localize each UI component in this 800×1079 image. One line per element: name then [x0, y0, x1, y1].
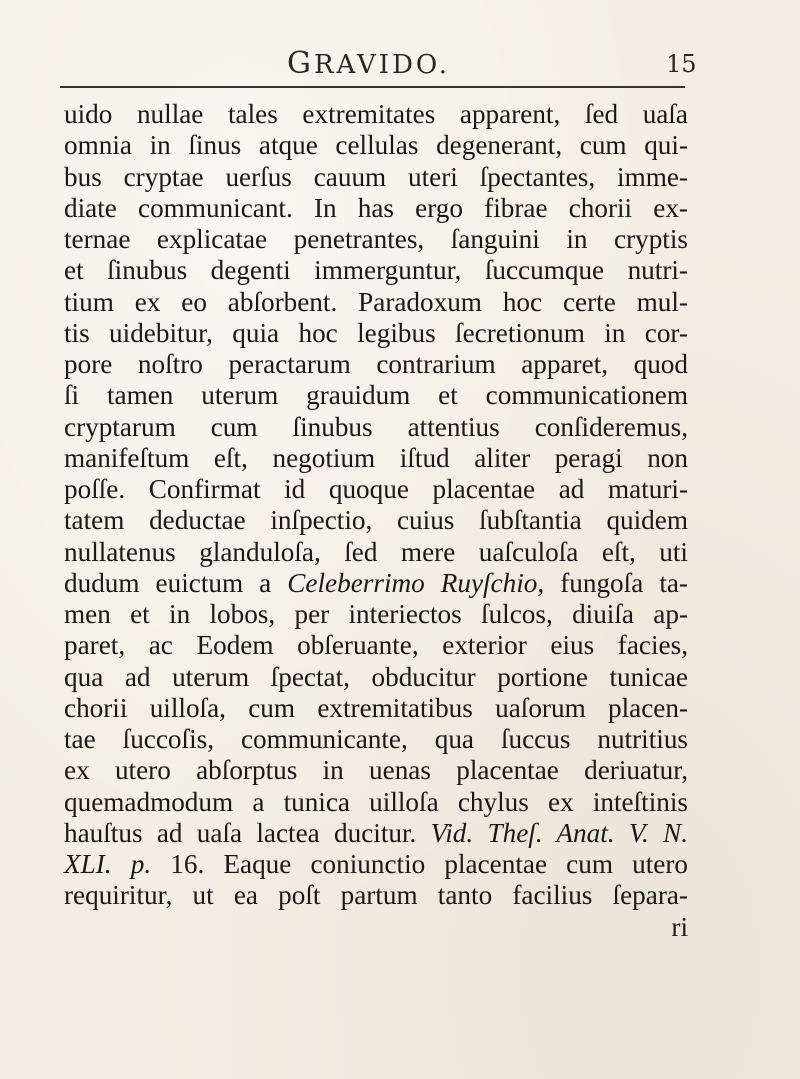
- text-line: [64, 787, 688, 818]
- text-line: [64, 130, 688, 161]
- text-line: [64, 380, 688, 411]
- text-line: [64, 537, 688, 568]
- text-line: [64, 568, 688, 599]
- text-segment: nullatenus glanduloſa, ſed mere uaſculoſa eſt, uti: [64, 536, 688, 567]
- text-line: [64, 474, 688, 505]
- text-line: [64, 818, 688, 849]
- text-segment: requiritur, ut ea poſt partum tanto facilius ſepara-: [64, 880, 688, 911]
- text-segment: quemadmodum a tunica uilloſa chylus ex inteſtinis: [64, 786, 688, 817]
- text-segment: bus cryptae uerſus cauum uteri ſpectantes, imme-: [64, 161, 688, 192]
- italic-segment: Vid. Theſ. Anat. V. N.: [430, 817, 688, 848]
- text-segment: ri: [671, 911, 688, 942]
- text-segment: paret, ac Eodem obſeruante, exterior eius facies,: [64, 630, 688, 661]
- text-line: [64, 880, 688, 911]
- text-line: [64, 662, 688, 693]
- text-line: [64, 255, 688, 286]
- text-line: [64, 849, 688, 880]
- text-line: [64, 912, 688, 943]
- text-segment: qua ad uterum ſpectat, obducitur portione tunicae: [64, 661, 688, 692]
- text-line: [64, 443, 688, 474]
- text-segment: cryptarum cum ſinubus attentius conſideremus,: [64, 411, 688, 442]
- text-line: [64, 505, 688, 536]
- page-number: 15: [666, 50, 697, 78]
- text-line: [64, 349, 688, 380]
- text-segment: dudum euictum a: [64, 567, 288, 598]
- text-line: [64, 193, 688, 224]
- running-title-rest: RAVIDO.: [313, 50, 450, 80]
- text-line: [64, 693, 688, 724]
- text-segment: chorii uilloſa, cum extremitatibus uaſorum placen-: [64, 692, 688, 723]
- text-segment: tium ex eo abſorbent. Paradoxum hoc certe mul-: [64, 286, 688, 317]
- text-line: [64, 412, 688, 443]
- text-line: [64, 724, 688, 755]
- text-segment: uido nullae tales extremitates apparent, ſed uaſa: [64, 99, 688, 129]
- text-segment: pore noſtro peractarum contrarium apparet, quod: [64, 349, 688, 379]
- text-segment: et ſinubus degenti immerguntur, ſuccumque nutri-: [64, 255, 688, 286]
- italic-segment: Celeberrimo Ruyſchio: [287, 567, 538, 598]
- italic-segment: XLI. p.: [64, 849, 152, 879]
- text-line: [64, 755, 688, 786]
- text-line: [64, 162, 688, 193]
- text-segment: , fungoſa ta-: [537, 567, 688, 598]
- text-segment: poſſe. Confirmat id quoque placentae ad maturi-: [64, 474, 688, 504]
- text-segment: hauſtus ad uaſa lactea ducitur.: [64, 817, 431, 848]
- text-line: [64, 287, 688, 318]
- running-head: [0, 46, 800, 86]
- body-text: [64, 99, 688, 943]
- text-segment: ſi tamen uterum grauidum et communicationem: [64, 380, 688, 411]
- running-title-initial: G: [287, 46, 314, 81]
- text-segment: 16. Eaque coniunctio placentae cum utero: [151, 849, 688, 879]
- text-line: [64, 318, 688, 349]
- text-line: [64, 630, 688, 661]
- text-line: [64, 224, 688, 255]
- running-title: [287, 46, 450, 81]
- text-segment: tae ſuccoſis, communicante, qua ſuccus nutritius: [64, 724, 688, 754]
- text-line: [64, 99, 688, 130]
- text-segment: diate communicant. In has ergo fibrae chorii ex-: [64, 192, 688, 223]
- text-segment: ex utero abſorptus in uenas placentae deriuatur,: [64, 755, 688, 786]
- text-segment: tatem deductae inſpectio, cuius ſubſtantia quidem: [64, 505, 688, 536]
- text-segment: omnia in ſinus atque cellulas degenerant, cum qui-: [64, 130, 688, 161]
- header-rule: [60, 86, 685, 88]
- text-segment: tis uidebitur, quia hoc legibus ſecretionum in cor-: [64, 317, 688, 348]
- text-segment: ternae explicatae penetrantes, ſanguini in cryptis: [64, 224, 688, 254]
- text-segment: men et in lobos, per interiectos ſulcos, diuiſa ap-: [64, 599, 688, 629]
- text-line: [64, 599, 688, 630]
- text-segment: manifeſtum eſt, negotium iſtud aliter peragi non: [64, 442, 688, 473]
